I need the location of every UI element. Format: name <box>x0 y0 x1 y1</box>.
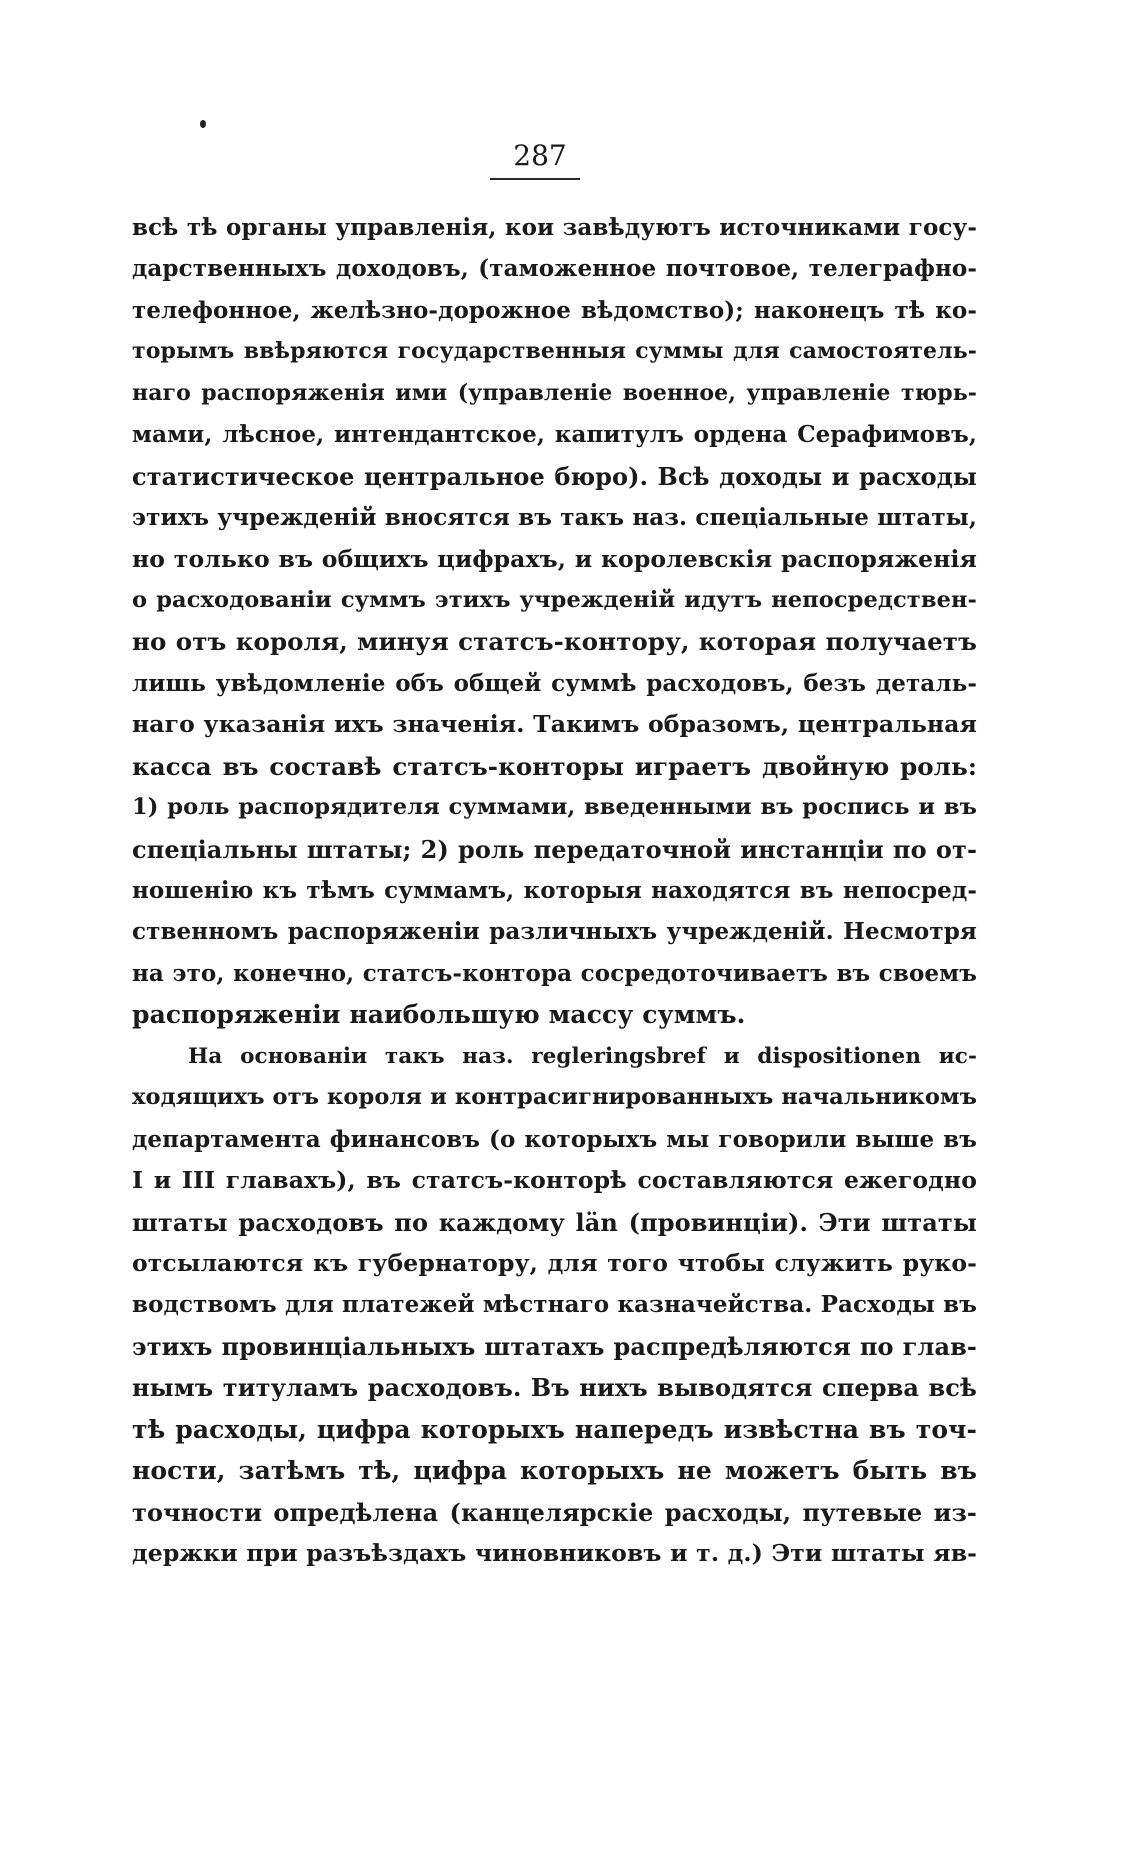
text-line: телефонное, желѣзно-дорожное вѣдомство); наконецъ тѣ ко- <box>132 296 977 324</box>
text-line: касса въ составѣ статсъ-конторы играетъ двойную роль: <box>132 751 977 781</box>
text-line: ственномъ распоряженіи различныхъ учрежденій. Несмотря <box>132 918 977 946</box>
page-number: 287 <box>513 139 567 172</box>
text-line: но только въ общихъ цифрахъ, и королевскія распоряженія <box>132 544 977 573</box>
paragraph-2 <box>132 1036 977 1575</box>
text-line: на это, конечно, статсъ-контора сосредоточиваетъ въ своемъ <box>132 959 977 987</box>
text-line: ности, затѣмъ тѣ, цифра которыхъ не можетъ быть въ <box>132 1456 977 1486</box>
text-line: держки при разъѣздахъ чиновниковъ и т. д.) Эти штаты яв- <box>132 1539 977 1567</box>
text-line: ношенію къ тѣмъ суммамъ, которыя находятся въ непосред- <box>132 877 977 904</box>
body-text <box>132 207 977 1574</box>
text-line: распоряженіи наибольшую массу суммъ. <box>132 1000 746 1030</box>
text-line: 1) роль распорядителя суммами, введенными въ роспись и въ <box>132 794 977 821</box>
text-line: водствомъ для платежей мѣстнаго казначейства. Расходы въ <box>132 1291 977 1319</box>
text-line: о расходованіи суммъ этихъ учрежденій идутъ непосредствен- <box>132 586 977 613</box>
text-line: тѣ расходы, цифра которыхъ напередъ извѣстна въ точ- <box>132 1414 977 1444</box>
text-line: точности опредѣлена (канцелярскіе расходы, путевые из- <box>132 1497 977 1527</box>
page-number-rule <box>490 178 580 180</box>
text-line: наго указанія ихъ значенія. Такимъ образомъ, центральная <box>132 710 977 739</box>
text-line: дарственныхъ доходовъ, (таможенное почтовое, телеграфно- <box>132 255 977 283</box>
text-line: этихъ провинціальныхъ штатахъ распредѣляются по глав- <box>132 1331 977 1361</box>
text-line: торымъ ввѣряются государственныя суммы для самостоятель- <box>132 338 977 365</box>
text-line: департамента финансовъ (о которыхъ мы говорили выше въ <box>132 1125 977 1153</box>
ink-speck <box>200 120 206 128</box>
text-line: но отъ короля, минуя статсъ-контору, которая получаетъ <box>132 627 977 657</box>
text-line: лишь увѣдомленіе объ общей суммѣ расходовъ, безъ деталь- <box>132 669 977 697</box>
text-line: штаты расходовъ по каждому län (провинціи). Эти штаты <box>132 1207 977 1237</box>
text-line: I и III главахъ), въ статсъ-конторѣ составляются ежегодно <box>132 1166 977 1195</box>
text-line: мами, лѣсное, интендантское, капитулъ ордена Серафимовъ, <box>132 421 977 449</box>
text-line: спеціальны штаты; 2) роль передаточной инстанціи по от- <box>132 834 977 864</box>
text-line: ходящихъ отъ короля и контрасигнированныхъ начальникомъ <box>132 1084 977 1111</box>
text-line: нымъ титуламъ расходовъ. Въ нихъ выводятся сперва всѣ <box>132 1373 977 1403</box>
text-line: наго распоряженія ими (управленіе военное, управленіе тюрь- <box>132 379 977 406</box>
text-line: На основаніи такъ наз. regleringsbref и dispositionen ис- <box>188 1043 977 1069</box>
text-line: статистическое центральное бюро). Всѣ доходы и расходы <box>132 461 977 491</box>
text-line: этихъ учрежденій вносятся въ такъ наз. спеціальные штаты, <box>132 504 977 532</box>
paragraph-1 <box>132 207 977 1036</box>
text-line: отсылаются къ губернатору, для того чтобы служить руко- <box>132 1248 977 1277</box>
text-line: всѣ тѣ органы управленія, кои завѣдуютъ источниками госу- <box>132 214 977 241</box>
